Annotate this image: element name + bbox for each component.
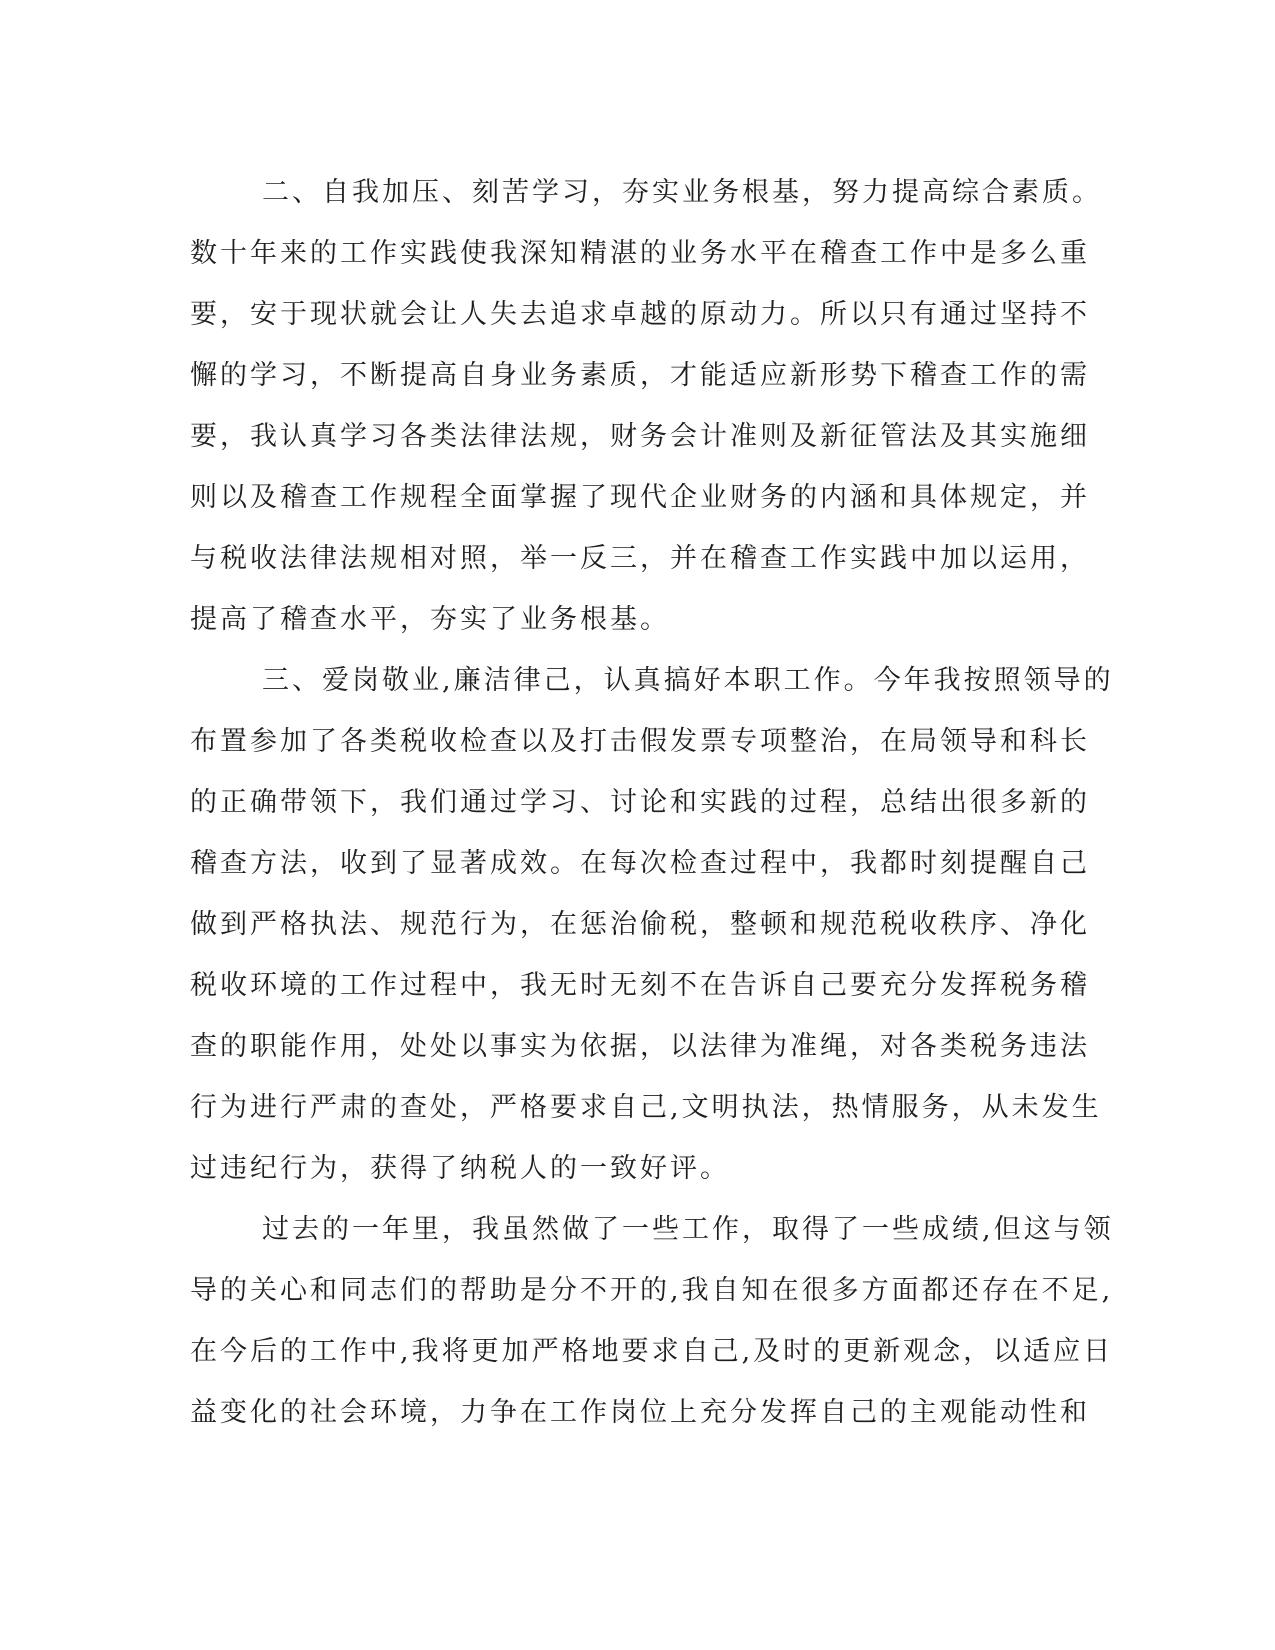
paragraph-1-line-7: 与税收法律法规相对照，举一反三，并在稽查工作实践中加以运用， bbox=[190, 543, 1090, 574]
paragraph-3-line-4: 益变化的社会环境，力争在工作岗位上充分发挥自己的主观能动性和 bbox=[190, 1397, 1090, 1428]
paragraph-2-line-5: 做到严格执法、规范行为，在惩治偷税，整顿和规范税收秩序、净化 bbox=[190, 909, 1090, 940]
paragraph-3-line-1: 过去的一年里，我虽然做了一些工作，取得了一些成绩,但这与领 bbox=[262, 1214, 1114, 1245]
paragraph-1-line-4: 懈的学习，不断提高自身业务素质，才能适应新形势下稽查工作的需 bbox=[190, 360, 1090, 391]
paragraph-2-line-4: 稽查方法，收到了显著成效。在每次检查过程中，我都时刻提醒自己 bbox=[190, 848, 1090, 879]
document-body bbox=[190, 162, 1114, 1443]
paragraph-2-line-8: 行为进行严肃的查处，严格要求自己,文明执法，热情服务，从未发生 bbox=[190, 1092, 1102, 1123]
paragraph-2-line-9: 过违纪行为，获得了纳税人的一致好评。 bbox=[190, 1153, 730, 1184]
paragraph-2-line-3: 的正确带领下，我们通过学习、讨论和实践的过程，总结出很多新的 bbox=[190, 787, 1090, 818]
paragraph-1-line-1: 二、自我加压、刻苦学习，夯实业务根基，努力提高综合素质。 bbox=[262, 177, 1102, 208]
paragraph-1-line-2: 数十年来的工作实践使我深知精湛的业务水平在稽查工作中是多么重 bbox=[190, 238, 1090, 269]
paragraph-2-line-2: 布置参加了各类税收检查以及打击假发票专项整治，在局领导和科长 bbox=[190, 726, 1090, 757]
paragraph-2-line-1: 三、爱岗敬业,廉洁律己，认真搞好本职工作。今年我按照领导的 bbox=[262, 665, 1114, 696]
paragraph-3-line-2: 导的关心和同志们的帮助是分不开的,我自知在很多方面都还存在不足, bbox=[190, 1275, 1114, 1306]
paragraph-3-line-3: 在今后的工作中,我将更加严格地要求自己,及时的更新观念，以适应日 bbox=[190, 1336, 1114, 1367]
paragraph-1-line-6: 则以及稽查工作规程全面掌握了现代企业财务的内涵和具体规定，并 bbox=[190, 482, 1090, 513]
paragraph-2-line-7: 查的职能作用，处处以事实为依据，以法律为准绳，对各类税务违法 bbox=[190, 1031, 1090, 1062]
paragraph-1-line-5: 要，我认真学习各类法律法规，财务会计准则及新征管法及其实施细 bbox=[190, 421, 1090, 452]
paragraph-1-line-8: 提高了稽查水平，夯实了业务根基。 bbox=[190, 604, 670, 635]
paragraph-1-line-3: 要，安于现状就会让人失去追求卓越的原动力。所以只有通过坚持不 bbox=[190, 299, 1090, 330]
paragraph-2-line-6: 税收环境的工作过程中，我无时无刻不在告诉自己要充分发挥税务稽 bbox=[190, 970, 1090, 1001]
